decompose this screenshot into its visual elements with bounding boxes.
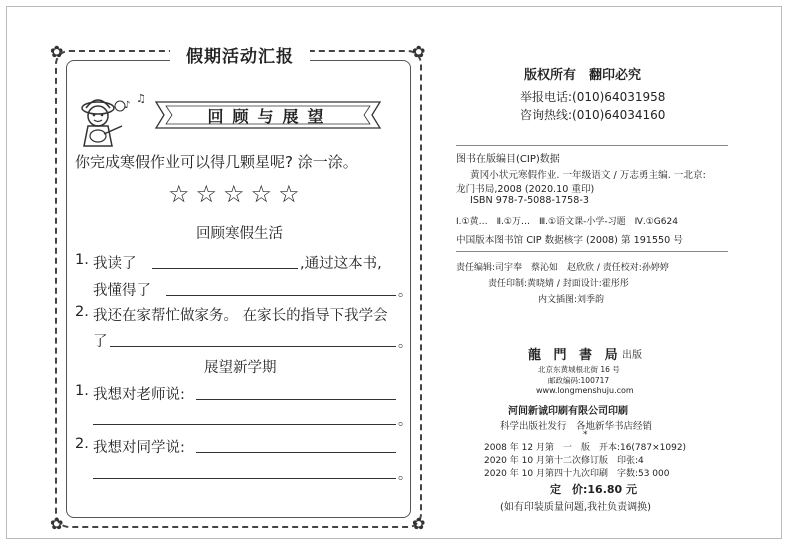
corner-ornament-icon: ✿ xyxy=(412,42,426,61)
edition-line: 2020 年 10 月第四十九次印刷 字数:53 000 xyxy=(484,469,670,479)
learned-blank[interactable] xyxy=(166,295,396,296)
cip-line: 龙门书局,2008 (2020.10 重印) xyxy=(456,184,595,195)
item2-text: 我还在家帮忙做家务。 在家长的指导下我学会 xyxy=(93,308,388,324)
period-mark: 。 xyxy=(398,413,412,429)
teacher-blank-2[interactable] xyxy=(93,424,396,425)
hotline-phone: 咨询热线:(010)64034160 xyxy=(520,108,666,122)
book-title-blank[interactable] xyxy=(152,268,298,269)
item-number: 1. xyxy=(75,252,89,268)
cip-number: 中国版本图书馆 CIP 数据核字 (2008) 第 191550 号 xyxy=(456,235,683,246)
edition-line: 2008 年 12 月第 一 版 开本:16(787×1092) xyxy=(484,443,687,453)
publisher-address: 北京东黄城根北街 16 号 xyxy=(538,365,620,374)
report-phone: 举报电话:(010)64031958 xyxy=(520,90,666,104)
cip-line: 黄冈小状元寒假作业. 一年级语文 / 万志勇主编. 一北京: xyxy=(470,170,706,181)
corner-ornament-icon: ✿ xyxy=(50,42,64,61)
distributor: 科学出版社发行 各地新华书店经销 xyxy=(500,421,653,432)
teacher-blank-1[interactable] xyxy=(196,399,396,400)
period-mark: 。 xyxy=(398,467,412,483)
publisher-postcode: 邮政编码:100717 xyxy=(548,376,610,385)
cip-divider-bottom xyxy=(456,251,728,252)
price: 定 价:16.80 元 xyxy=(550,483,638,496)
teacher-prompt: 我想对老师说: xyxy=(93,387,185,403)
cip-divider-top xyxy=(456,145,728,146)
chore-blank[interactable] xyxy=(110,346,396,347)
classmate-blank-2[interactable] xyxy=(93,478,396,479)
credit-production: 责任印制:黄晓婧 / 封面设计:霍彤彤 xyxy=(488,279,629,289)
item2-text-cont: 了 xyxy=(93,334,108,350)
edition-line: 2020 年 10 月第十二次修订版 印张:4 xyxy=(484,456,644,466)
page-title: 假期活动汇报 xyxy=(170,42,310,67)
publisher-name: 龍 門 書 局 xyxy=(528,348,622,363)
svg-text:♪: ♪ xyxy=(124,100,131,111)
printer: 河间新诚印刷有限公司印刷 xyxy=(508,406,628,417)
svg-text:♫: ♫ xyxy=(136,92,146,105)
item1-text-cont: ,通过这本书, xyxy=(300,256,382,272)
item-number: 2. xyxy=(75,304,89,320)
cip-isbn: ISBN 978-7-5088-1758-3 xyxy=(470,195,589,206)
period-mark: 。 xyxy=(398,284,412,300)
banner-title: 回顾与展望 xyxy=(207,107,333,126)
publisher-suffix: 出版 xyxy=(622,350,642,361)
corner-ornament-icon: ✿ xyxy=(50,514,64,533)
item-number: 1. xyxy=(75,383,89,399)
section-outlook-heading: 展望新学期 xyxy=(204,360,277,376)
credit-editors: 责任编辑:司宇奉 蔡沁如 赵欣欣 / 责任校对:孙婷婷 xyxy=(456,263,669,273)
item-number: 2. xyxy=(75,436,89,452)
cip-title: 图书在版编目(CIP)数据 xyxy=(456,154,560,165)
quality-note: (如有印装质量问题,我社负责调换) xyxy=(500,502,651,513)
publisher-website[interactable]: www.longmenshuju.com xyxy=(536,386,634,395)
cip-classification: Ⅰ.①黄… Ⅱ.①万… Ⅲ.①语文课-小学-习题 Ⅳ.①G624 xyxy=(456,217,678,227)
section-review-heading: 回顾寒假生活 xyxy=(196,226,283,242)
rating-stars[interactable]: ☆☆☆☆☆ xyxy=(168,180,306,208)
separator-star: * xyxy=(583,430,588,440)
credit-illustrator: 内文插图:刘季韵 xyxy=(538,295,605,305)
item1-text-learned: 我懂得了 xyxy=(93,283,151,299)
corner-ornament-icon: ✿ xyxy=(412,514,426,533)
child-illustration-icon xyxy=(76,92,156,148)
item1-text: 我读了 xyxy=(93,256,137,272)
period-mark: 。 xyxy=(398,335,412,351)
classmate-blank-1[interactable] xyxy=(196,452,396,453)
classmate-prompt: 我想对同学说: xyxy=(93,440,185,456)
copyright-notice: 版权所有 翻印必究 xyxy=(524,68,642,83)
star-prompt: 你完成寒假作业可以得几颗星呢? 涂一涂。 xyxy=(75,153,358,171)
